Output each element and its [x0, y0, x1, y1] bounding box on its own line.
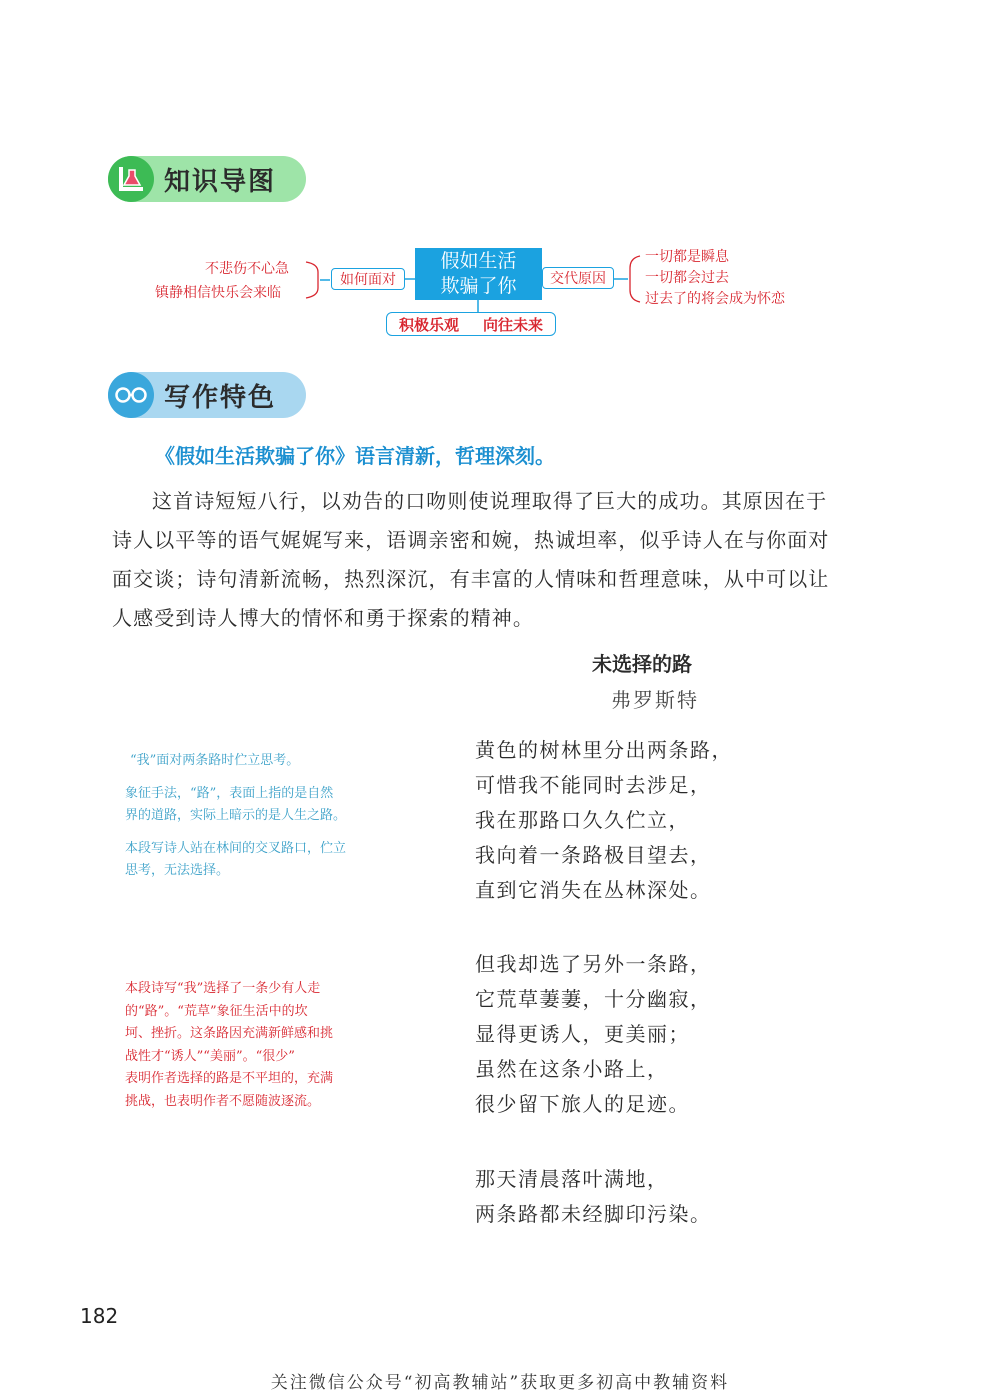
section-header-writing-features [108, 372, 306, 418]
mindmap-bottom-box [386, 312, 556, 336]
paragraph-line: 诗人以平等的语气娓娓写来，语调亲密和婉，热诚坦率，似乎诗人在与你面对 [112, 528, 830, 552]
section-title: 知识导图 [164, 166, 277, 197]
mindmap-left-item: 不悲伤不心急 [205, 261, 289, 277]
annotation-red [125, 978, 410, 1113]
footer: 关注微信公众号“初高教辅站”获取更多初高中教辅资料 [270, 1373, 730, 1393]
mindmap-right-item: 一切都是瞬息 [645, 249, 729, 265]
paragraph-line: 人感受到诗人博大的情怀和勇于探索的精神。 [112, 606, 534, 630]
section-title: 写作特色 [164, 382, 277, 413]
page-number: 182 [80, 1304, 119, 1328]
mindmap-center-line: 欺骗了你 [440, 275, 517, 297]
poem-line: 很少留下旅人的足迹。 [475, 1092, 690, 1116]
annotation-line: 思考，无法选择。 [125, 863, 230, 878]
mindmap-right-branch: 交代原因 [542, 267, 614, 289]
annotation-line: 象征手法，“路”，表面上指的是自然 [125, 786, 334, 801]
annotation-blue-2 [125, 783, 410, 827]
annotation-line: “我”面对两条路时伫立思考。 [130, 753, 300, 768]
mindmap-center [415, 248, 542, 300]
annotation-blue-1 [130, 750, 415, 772]
poem-line: 但我却选了另外一条路， [475, 952, 712, 976]
paragraph [112, 482, 872, 638]
mindmap-right-item: 一切都会过去 [645, 270, 729, 286]
poem-line: 它荒草萋萋，十分幽寂， [475, 987, 712, 1011]
annotation-line: 战性才“诱人”“美丽”。“很少” [125, 1048, 295, 1064]
poem-line: 那天清晨落叶满地， [475, 1167, 669, 1191]
poem-line: 我向着一条路极目望去， [475, 843, 712, 867]
annotation-line: 挑战，也表明作者不愿随波逐流。 [125, 1093, 321, 1109]
poem-line: 显得更诱人，更美丽； [475, 1022, 690, 1046]
annotation-blue-3 [125, 838, 410, 882]
annotation-line: 界的道路，实际上暗示的是人生之路。 [125, 808, 347, 823]
poem-stanza-3 [475, 1162, 805, 1232]
annotation-line: 的“路”。“荒草”象征生活中的坎 [125, 1003, 308, 1019]
mindmap-center-line: 假如生活 [440, 250, 517, 272]
glasses-icon [108, 372, 154, 418]
poem-line: 可惜我不能同时去涉足， [475, 773, 712, 797]
mindmap-right-item: 过去了的将会成为怀恋 [645, 291, 785, 307]
poem-stanza-2 [475, 947, 805, 1122]
subtitle: 《假如生活欺骗了你》语言清新，哲理深刻。 [155, 444, 555, 468]
poem-stanza-1 [475, 733, 805, 908]
annotation-line: 坷、挫折。这条路因充满新鲜感和挑 [125, 1026, 334, 1041]
mind-map-connectors [0, 0, 1000, 360]
annotation-line: 本段诗写“我”选择了一条少有人走 [125, 981, 321, 996]
poem-author: 弗罗斯特 [611, 688, 699, 712]
poem-line: 直到它消失在丛林深处。 [475, 878, 712, 902]
poem-line: 两条路都未经脚印污染。 [475, 1202, 712, 1226]
annotation-line: 本段写诗人站在林间的交叉路口，伫立 [125, 841, 347, 856]
paragraph-line: 这首诗短短八行，以劝告的口吻则使说理取得了巨大的成功。其原因在于 [152, 489, 828, 513]
mindmap-bottom-item: 向往未来 [482, 315, 543, 334]
poem-title: 未选择的路 [592, 652, 692, 676]
mindmap-left-branch: 如何面对 [331, 268, 405, 290]
poem-line: 黄色的树林里分出两条路， [475, 738, 733, 762]
paragraph-line: 面交谈；诗句清新流畅，热烈深沉，有丰富的人情味和哲理意味，从中可以让 [112, 567, 830, 591]
poem-line: 虽然在这条小路上， [475, 1057, 669, 1081]
mindmap-left-item: 镇静相信快乐会来临 [155, 285, 281, 301]
annotation-line: 表明作者选择的路是不平坦的，充满 [125, 1071, 334, 1086]
mindmap-bottom-item: 积极乐观 [398, 315, 459, 334]
poem-line: 我在那路口久久伫立， [475, 808, 690, 832]
